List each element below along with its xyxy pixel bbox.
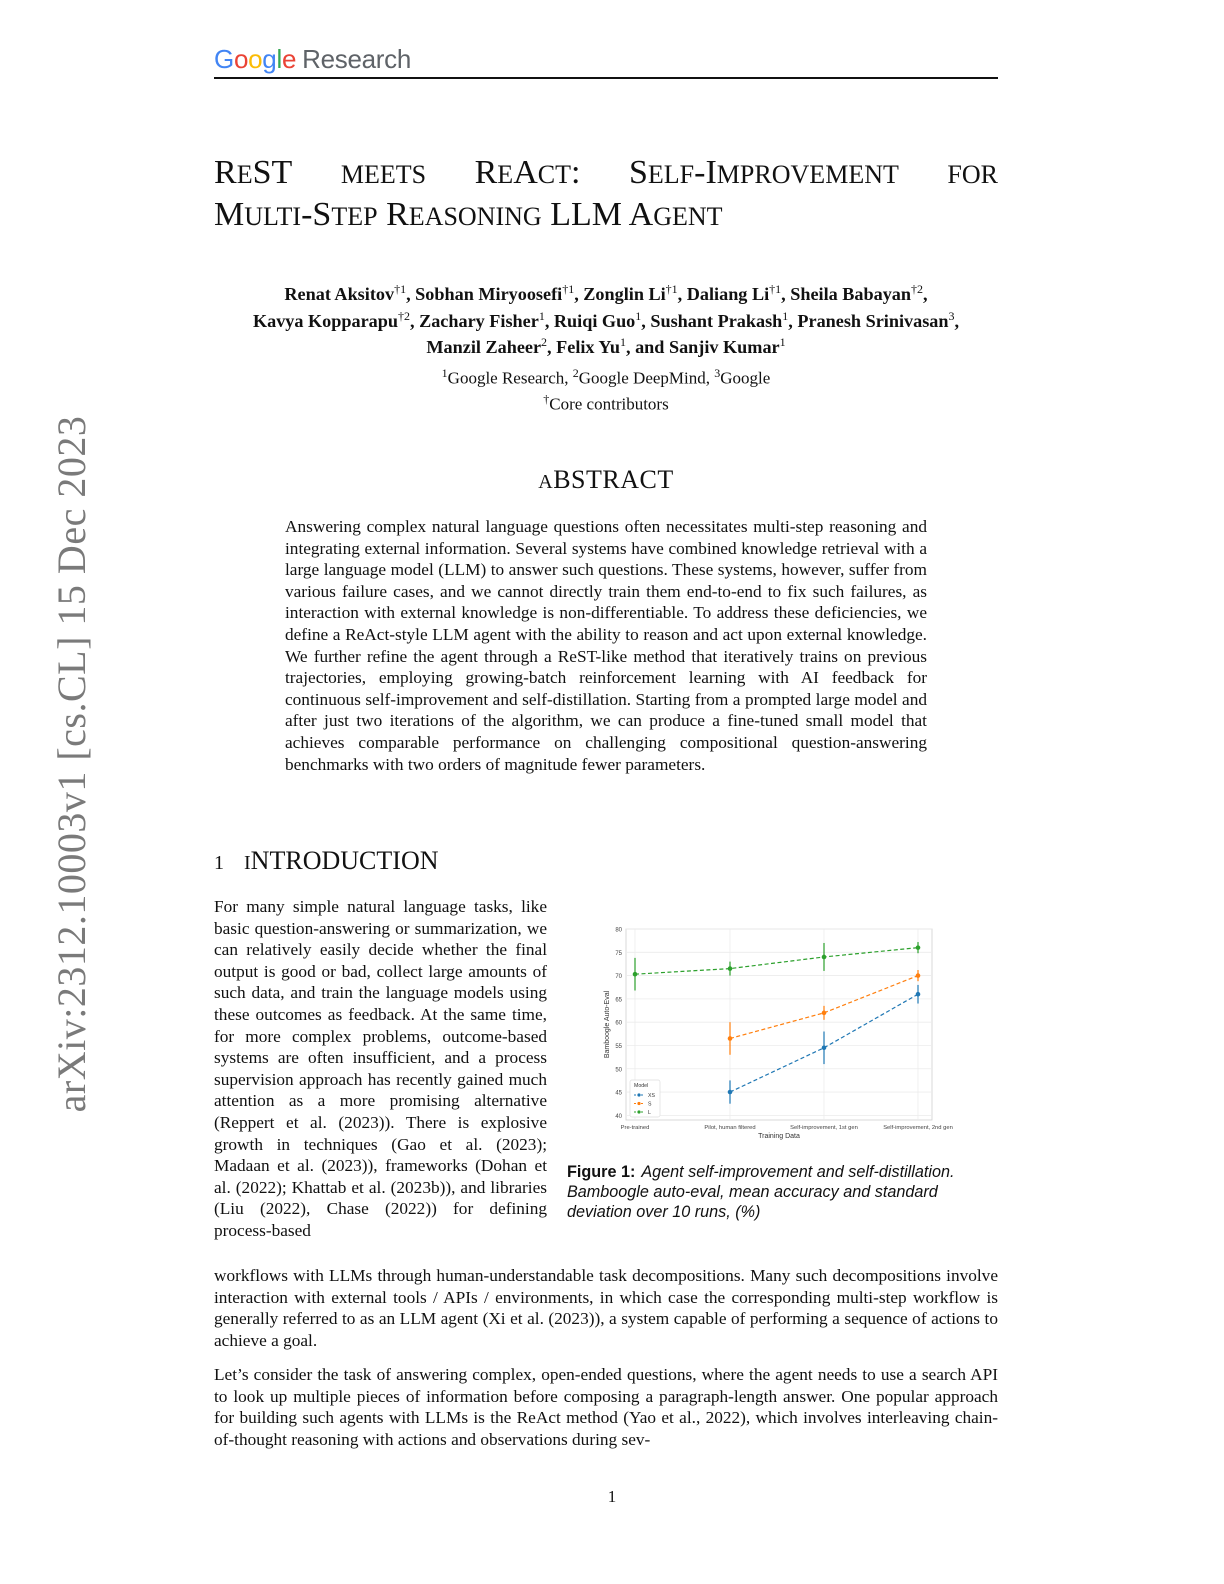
title-word: MULTI-STEP — [214, 196, 378, 233]
affil-mark: 1 — [441, 366, 448, 380]
affil-name: Google — [720, 368, 771, 388]
section-number: 1 — [214, 852, 224, 874]
section-title: INTRODUCTION — [244, 846, 439, 875]
author-list — [214, 279, 998, 359]
author-affil-mark: †1 — [769, 282, 782, 296]
title-word-2: REACT: — [474, 154, 581, 191]
logo-letter: o — [248, 44, 263, 74]
y-tick-label: 50 — [615, 1067, 622, 1074]
author-line: Kavya Kopparapu$^{\dagger 2}$, Zachary Fisher$^1$, Ruiqi Guo$^1$, Sushant Prakash$^1$, Pranesh Srinivasan$^3$, — [252, 308, 960, 331]
author-affil-mark: 1 — [779, 335, 786, 350]
data-point-XS — [822, 1045, 827, 1050]
contributor-note — [214, 389, 998, 415]
line-chart — [600, 918, 970, 1148]
title-word: AGENT — [628, 196, 723, 233]
figure-1-chart — [600, 918, 970, 1148]
author-affil-mark: †1 — [665, 282, 678, 296]
data-point-L — [822, 955, 827, 960]
x-tick-label: Self-improvement, 2nd gen — [883, 1125, 953, 1131]
logo-letter: g — [262, 44, 277, 74]
header-rule — [214, 77, 998, 79]
author-affil-mark: †1 — [562, 282, 575, 296]
legend-marker-L — [637, 1110, 640, 1113]
y-tick-label: 60 — [615, 1020, 622, 1027]
figure-caption-text: Agent self-improvement and self-distillation. Bamboogle auto-eval, mean accuracy and standard deviation over 10 runs, (%) — [567, 1163, 955, 1222]
author-affil-mark: 1 — [538, 308, 545, 323]
affil-name: Google DeepMind — [578, 368, 706, 388]
author-name: Sanjiv Kumar — [668, 337, 780, 358]
data-point-L — [916, 945, 921, 950]
title-word: LLM — [550, 196, 622, 233]
intro-paragraph-continued: workflows with LLMs through human-understandable task decompositions. Many such decompositions involve interaction with external tools / APIs / environments, in which case the corresponding multi-step workflow is generally referred to as an LLM agent (Xi et al. (2023)), a system capable of performing a sequence of actions to achieve a goal. — [214, 1266, 998, 1350]
author-name: Daliang Li — [686, 284, 770, 305]
y-tick-label: 65 — [615, 997, 622, 1004]
author-affil-mark: 1 — [635, 308, 642, 323]
logo-letter: e — [281, 44, 297, 74]
y-tick-label: 70 — [615, 974, 622, 981]
author-name: Renat Aksitov — [284, 284, 395, 305]
arxiv-stamp: arXiv:2312.10003v1 [cs.CL] 15 Dec 2023 — [49, 415, 94, 1113]
affil-mark: 3 — [714, 366, 721, 380]
author-affil-mark: †2 — [911, 282, 924, 296]
author-affil-mark: 2 — [541, 335, 548, 350]
y-tick-label: 75 — [615, 950, 622, 957]
x-tick-label: Pilot, human filtered — [704, 1125, 756, 1131]
legend-marker-S — [637, 1102, 640, 1105]
title-word-1: MEETS — [340, 160, 427, 189]
section-heading — [214, 846, 439, 876]
logo-letter: o — [233, 44, 249, 74]
affil-mark: 2 — [572, 366, 579, 380]
title-word-3: SELF-IMPROVEMENT — [628, 154, 899, 191]
author-name: Manzil Zaheer — [426, 337, 542, 358]
data-point-L — [633, 972, 638, 977]
google-wordmark — [214, 44, 296, 74]
author-name: Ruiqi Guo — [553, 310, 636, 331]
y-tick-label: 80 — [615, 927, 622, 934]
author-name: Felix Yu — [556, 337, 620, 358]
title-word-4: FOR — [947, 160, 998, 189]
intro-paragraph-left: For many simple natural language tasks, like basic question-answering or summarization, we can relatively easily decide whether the final output is good or bad, collect large amounts of such data, and train the language models using these outcomes as feedback. At the same time, for more complex problems, outcome-based systems are often insufficient, and a process supervision approach has recently gained much attention as a more promising alternative (Reppert et al. (2023)). There is explosive growth in techniques (Gao et al. (2023); Madaan et al. (2023)), frameworks (Dohan et al. (2022); Khattab et al. (2023b)), and libraries (Liu (2022), Chase (2022)) for defining process-based — [214, 897, 547, 1240]
author-affil-mark: †2 — [397, 308, 410, 323]
logo-letter: l — [276, 44, 282, 74]
author-affil-mark: 3 — [948, 308, 955, 323]
legend-label-L: L — [648, 1110, 651, 1116]
author-line: Manzil Zaheer$^2$, Felix Yu$^1$, and Sanjiv Kumar$^1$ — [426, 335, 786, 358]
author-name: Kavya Kopparapu — [252, 310, 398, 331]
series-line-L — [635, 948, 918, 975]
data-point-S — [916, 973, 921, 978]
title-line-2 — [214, 195, 998, 237]
author-name: Zonglin Li — [583, 284, 666, 305]
affiliation-line: $^1$Google Research, $^2$Google DeepMind, $^3$Google — [441, 366, 771, 388]
y-tick-label: 55 — [615, 1043, 622, 1050]
author-affil-mark: 1 — [782, 308, 789, 323]
legend-label-S: S — [648, 1101, 652, 1108]
author-name: Pranesh Srinivasan — [797, 310, 949, 331]
figure-label: Figure 1: — [567, 1163, 636, 1181]
figure-caption — [567, 1162, 999, 1223]
affil-name: Core contributors — [549, 394, 669, 414]
author-affil-mark: †1 — [394, 282, 407, 296]
author-affil-mark: 1 — [619, 335, 626, 350]
x-tick-label: Pre-trained — [620, 1125, 650, 1131]
author-name: Sheila Babayan — [790, 284, 912, 305]
google-research-logo — [214, 44, 411, 75]
title-word-0: REST — [214, 154, 293, 191]
x-tick-label: Self-improvement, 1st gen — [790, 1125, 858, 1131]
affiliations — [214, 363, 998, 414]
legend-marker-XS — [637, 1093, 640, 1096]
x-axis-label: Training Data — [758, 1133, 800, 1140]
affil-mark: † — [543, 391, 550, 406]
abstract-heading: ABSTRACT — [538, 465, 674, 494]
y-tick-label: 40 — [615, 1113, 622, 1120]
y-tick-label: 45 — [615, 1090, 622, 1097]
abstract-body: Answering complex natural language questions often necessitates multi-step reasoning and integrating external information. Several systems have combined knowledge retrieval with a large language model (LLM) to answer such questions. These systems, however, suffer from various failure cases, and we cannot directly train them end-to-end to fix such failures, as interaction with external knowledge is non-differentiable. To address these deficiencies, we define a ReAct-style LLM agent with the ability to reason and act upon external knowledge. We further refine the agent through a ReST-like method that iteratively trains on previous trajectories, employing growing-batch reinforcement learning with AI feedback for continuous self-improvement and self-distillation. Starting from a prompted large model and after just two iterations of the algorithm, we can produce a fine-tuned small model that achieves comparable performance on challenging compositional question-answering benchmarks with two orders of magnitude fewer parameters. — [285, 517, 927, 774]
paper-title — [214, 153, 998, 237]
data-point-S — [728, 1036, 733, 1041]
data-point-S — [822, 1011, 827, 1016]
author-name: Sushant Prakash — [650, 310, 783, 331]
plot-frame — [626, 929, 932, 1120]
affil-name: Google Research — [447, 368, 565, 388]
author-name: Zachary Fisher — [419, 310, 539, 331]
legend-label-XS: XS — [648, 1093, 655, 1099]
data-point-XS — [728, 1090, 733, 1095]
author-line: Renat Aksitov$^{\dagger 1}$, Sobhan Miryoosefi$^{\dagger 1}$, Zonglin Li$^{\dagger 1}$, Daliang Li$^{\dagger 1}$, Sheila Babayan$^{\dagger 2}$, — [284, 282, 928, 305]
legend-title: Model — [634, 1083, 649, 1089]
intro-paragraph-2: Let’s consider the task of answering complex, open-ended questions, where the agent needs to use a search API to look up multiple pieces of information before composing a paragraph-length answer. One popular approach for building such agents with LLMs is the ReAct method (Yao et al., 2022), which involves interleaving chain-of-thought reasoning with actions and observations during sev- — [214, 1365, 998, 1449]
page-number: 1 — [607, 1487, 617, 1506]
title-word: REASONING — [386, 196, 542, 233]
logo-letter: G — [214, 44, 234, 74]
logo-suffix: Research — [302, 44, 411, 74]
title-line-1 — [214, 153, 998, 195]
author-name: Sobhan Miryoosefi — [415, 284, 563, 305]
y-axis-label: Bamboogle Auto-Eval — [604, 990, 611, 1059]
data-point-L — [728, 966, 733, 971]
data-point-XS — [916, 992, 921, 997]
